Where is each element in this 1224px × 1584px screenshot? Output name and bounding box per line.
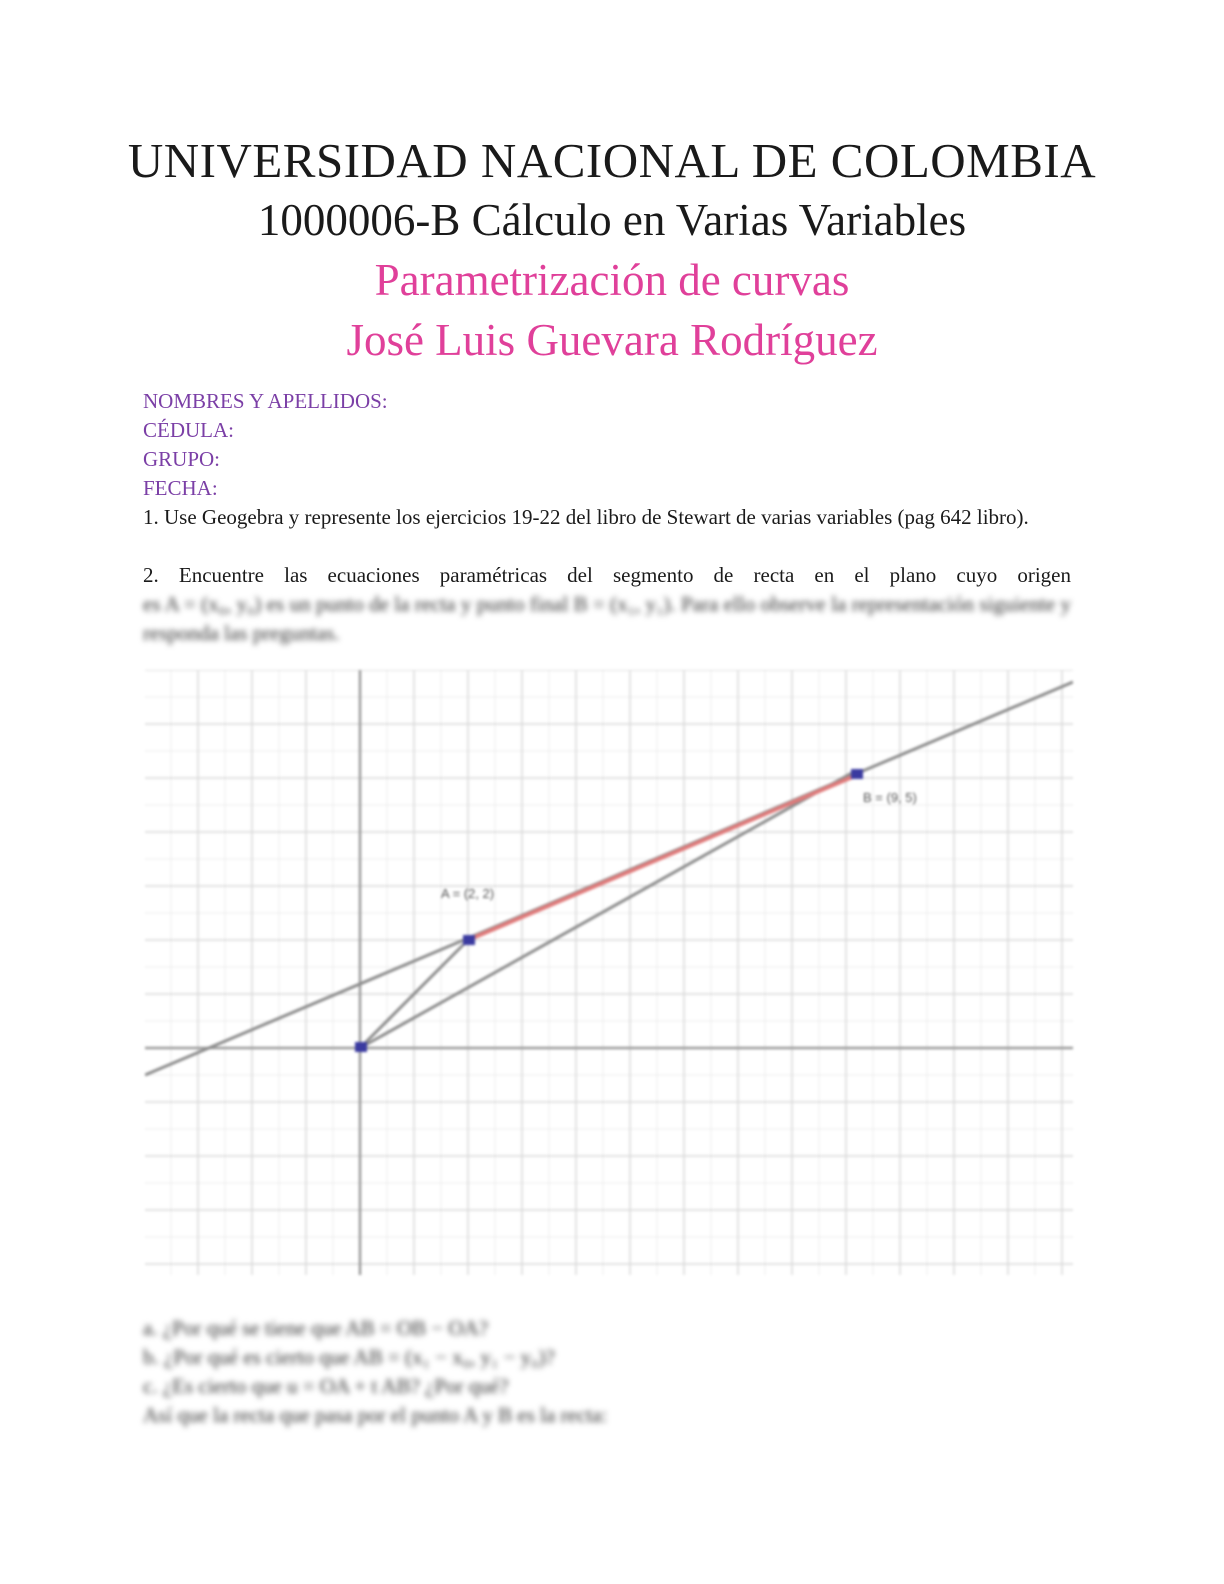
point-b — [851, 769, 863, 779]
exercise-2-continuation: es A = (x₀, y₀) es un punto de la recta y punto final B = (x₁, y₁). Para ello observe la representación siguiente y responda las preguntas. — [143, 592, 1071, 645]
course-title: 1000006-B Cálculo en Varias Variables — [257, 195, 967, 245]
point-a — [463, 935, 475, 945]
names-field-label: NOMBRES Y APELLIDOS: — [143, 389, 388, 413]
topic-title: Parametrización de curvas — [374, 255, 850, 305]
grid-minor — [145, 670, 1073, 1275]
segment-ab — [468, 775, 857, 940]
question-c: c. ¿Es cierto que u = OA + t AB? ¿Por qué? — [143, 1374, 509, 1398]
parametric-segment-graph — [145, 670, 1073, 1275]
label-point-b: B = (9, 5) — [863, 790, 917, 805]
point-origin — [355, 1042, 367, 1052]
line-through-origin — [360, 770, 857, 1048]
group-field-label: GRUPO: — [143, 447, 221, 471]
question-b: b. ¿Por qué es cierto que AB = (x₁ − x₀, y₁ − y₀)? — [143, 1345, 555, 1369]
label-point-a: A = (2, 2) — [441, 886, 495, 901]
author-name: José Luis Guevara Rodríguez — [346, 315, 878, 365]
exercise-1: 1. Use Geogebra y represente los ejercicios 19-22 del libro de Stewart de varias variables (pag 642 libro). — [143, 505, 1029, 529]
question-conclusion: Así que la recta que pasa por el punto A y B es la recta: — [143, 1403, 608, 1427]
id-field-label: CÉDULA: — [143, 418, 234, 442]
university-title: UNIVERSIDAD NACIONAL DE COLOMBIA — [127, 133, 1097, 188]
exercise-2: 2. Encuentre las ecuaciones paramétricas del segmento de recta en el plano cuyo origen — [143, 563, 1071, 587]
grid-major — [145, 670, 1073, 1275]
date-field-label: FECHA: — [143, 476, 218, 500]
question-a: a. ¿Por qué se tiene que AB = OB − OA? — [143, 1316, 489, 1340]
